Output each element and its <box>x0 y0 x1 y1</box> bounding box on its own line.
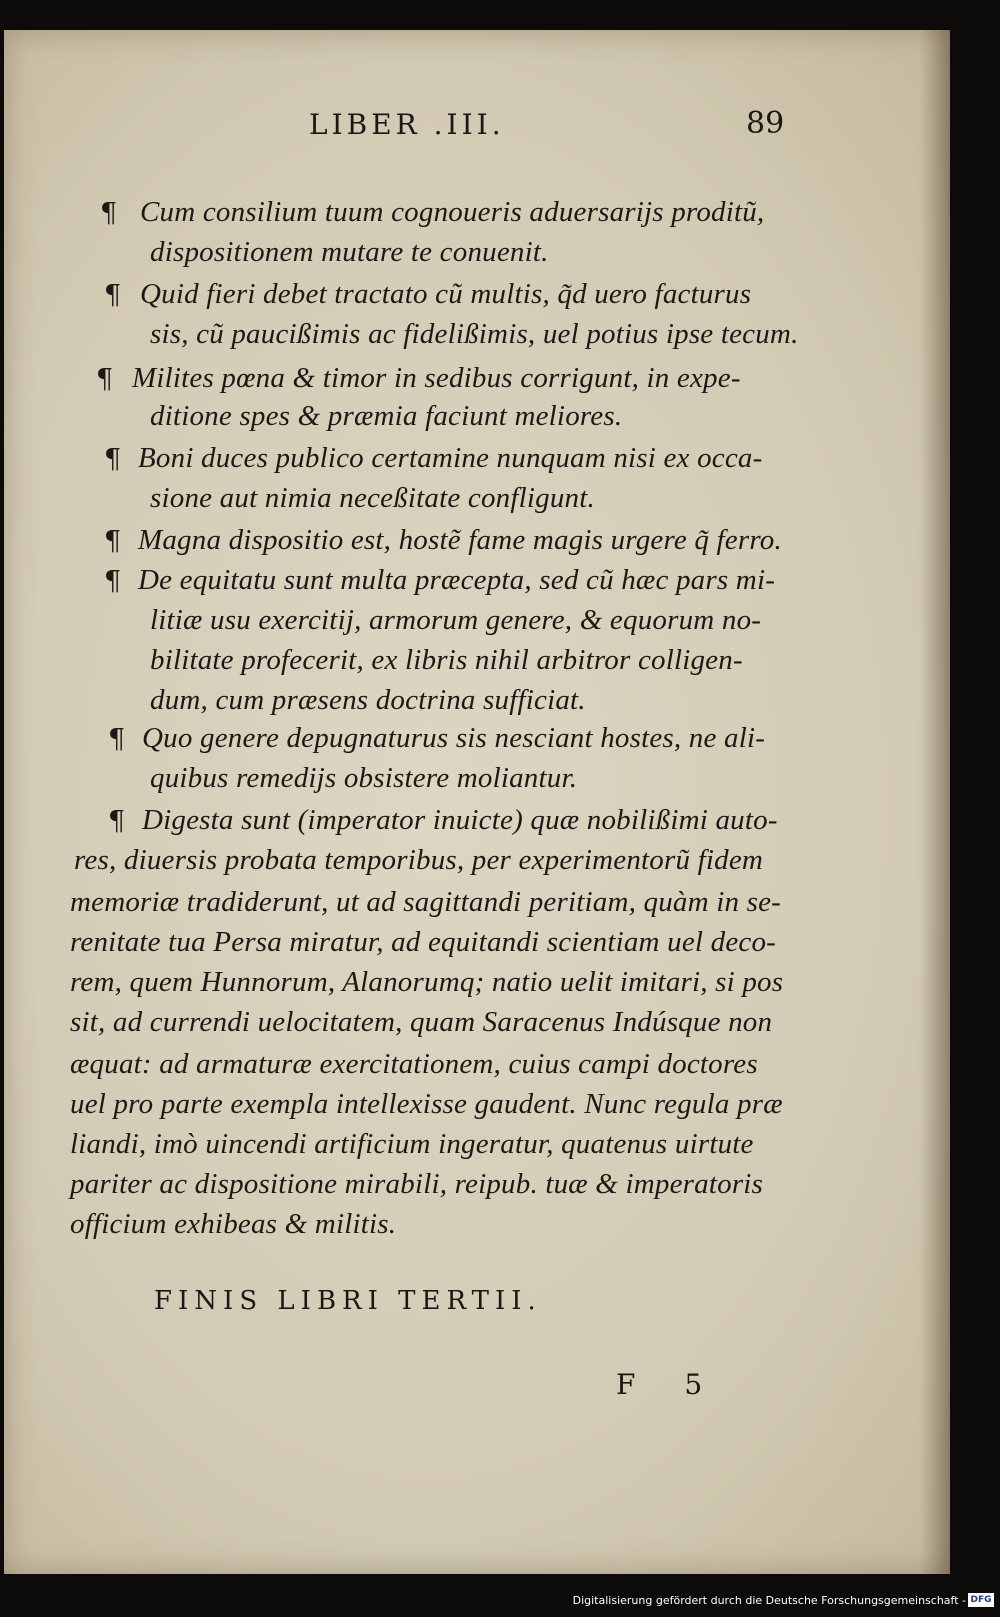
pilcrow-mark: ¶ <box>96 364 114 395</box>
running-head: LIBER .III. <box>309 108 505 141</box>
text-line: rem, quem Hunnorum, Alanorumq; natio uelit imitari, si pos <box>70 966 784 998</box>
text-line: officium exhibeas & militis. <box>70 1208 397 1240</box>
pilcrow-mark: ¶ <box>104 566 122 597</box>
text-line: renitate tua Persa miratur, ad equitandi scientiam uel deco- <box>70 926 777 958</box>
text-line: res, diuersis probata temporibus, per experimentorũ fidem <box>74 844 764 876</box>
text-line: quibus remedijs obsistere moliantur. <box>150 762 578 794</box>
book-page <box>4 30 950 1574</box>
page-header <box>4 108 950 148</box>
page-gutter-shadow <box>920 30 950 1574</box>
text-line: Quo genere depugnaturus sis nesciant hostes, ne ali- <box>142 722 766 754</box>
signature-mark: F 5 <box>616 1368 703 1401</box>
text-line: sit, ad currendi uelocitatem, quam Saracenus Indúsque non <box>70 1006 773 1038</box>
text-line: æquat: ad armaturæ exercitationem, cuius campi doctores <box>70 1048 758 1080</box>
text-line: Cum consilium tuum cognoueris aduersarijs proditũ, <box>140 196 765 228</box>
dfg-logo: DFG <box>968 1593 994 1607</box>
pilcrow-mark: ¶ <box>108 806 126 837</box>
colophon-finis: FINIS LIBRI TERTII. <box>154 1286 542 1316</box>
pilcrow-mark: ¶ <box>100 198 118 229</box>
text-line: sis, cũ paucißimis ac fidelißimis, uel potius ipse tecum. <box>150 318 799 350</box>
text-line: ditione spes & præmia faciunt meliores. <box>150 400 623 432</box>
text-line: sione aut nimia neceßitate confligunt. <box>150 482 595 514</box>
text-line: pariter ac dispositione mirabili, reipub. tuæ & imperatoris <box>70 1168 764 1200</box>
text-line: dispositionem mutare te conuenit. <box>150 236 549 268</box>
text-line: litiæ usu exercitij, armorum genere, & equorum no- <box>150 604 762 636</box>
page-number: 89 <box>746 106 785 141</box>
text-line: Magna dispositio est, hostẽ fame magis urgere q̃ ferro. <box>138 524 782 556</box>
text-line: liandi, imò uincendi artificium ingeratur, quatenus uirtute <box>70 1128 754 1160</box>
text-line: memoriæ tradiderunt, ut ad sagittandi peritiam, quàm in se- <box>70 886 782 918</box>
text-line: Quid fieri debet tractato cũ multis, q̃d uero facturus <box>140 278 752 310</box>
digitization-credit: Digitalisierung gefördert durch die Deutsche Forschungsgemeinschaft - <box>572 1594 966 1607</box>
text-line: Boni duces publico certamine nunquam nisi ex occa- <box>138 442 763 474</box>
pilcrow-mark: ¶ <box>104 526 122 557</box>
text-line: De equitatu sunt multa præcepta, sed cũ hæc pars mi- <box>138 564 776 596</box>
text-line: dum, cum præsens doctrina sufficiat. <box>150 684 586 716</box>
text-line: bilitate profecerit, ex libris nihil arbitror colligen- <box>150 644 743 676</box>
text-line: Milites pœna & timor in sedibus corrigunt, in expe- <box>132 362 741 394</box>
pilcrow-mark: ¶ <box>108 724 126 755</box>
pilcrow-mark: ¶ <box>104 444 122 475</box>
text-line: Digesta sunt (imperator inuicte) quæ nobilißimi auto- <box>142 804 778 836</box>
text-line: uel pro parte exempla intellexisse gaudent. Nunc regula præ <box>70 1088 783 1120</box>
pilcrow-mark: ¶ <box>104 280 122 311</box>
